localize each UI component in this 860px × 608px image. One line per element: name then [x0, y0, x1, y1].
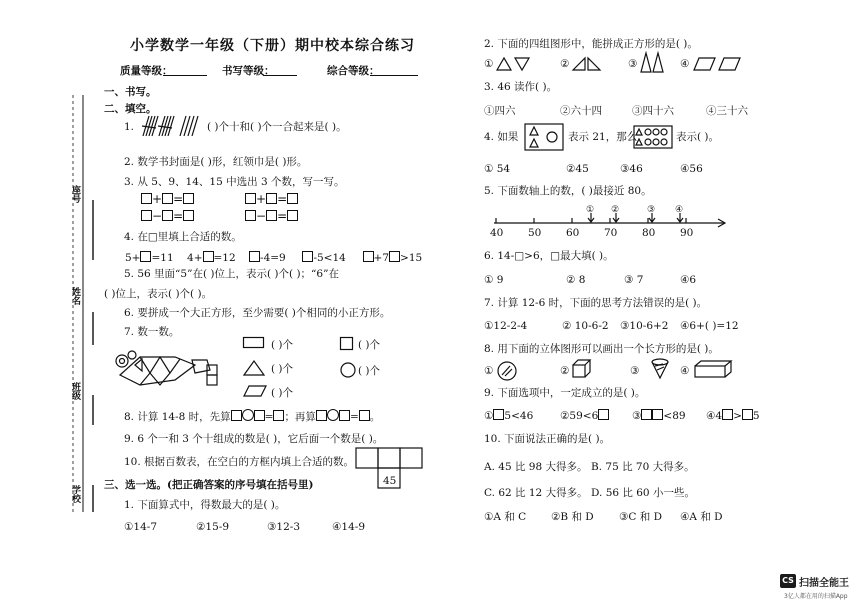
- c8-cube-icon: [572, 359, 592, 379]
- c3-option-1[interactable]: ①四六: [484, 105, 516, 117]
- q4-text: 4. 在□里填上合适的数。: [124, 231, 242, 243]
- triangle-count: ( )个: [271, 363, 294, 375]
- c7-option-4[interactable]: ④6+( )=12: [680, 320, 739, 332]
- class-label: 班级: [70, 382, 80, 400]
- c8-option-2[interactable]: ②: [560, 365, 570, 377]
- hundred-chart-given-number: 45: [383, 475, 397, 487]
- c7-option-2[interactable]: ② 10-6-2: [562, 320, 609, 332]
- c4-box-query-icon: [633, 125, 673, 149]
- section-1-heading: 一、书写。: [104, 86, 157, 98]
- section-2-heading: 二、填空。: [104, 103, 157, 115]
- c1-option-1[interactable]: ①14-7: [124, 521, 158, 533]
- circle-count: ( )个: [358, 365, 381, 377]
- c5-mark-1: ①: [586, 205, 595, 215]
- c6-option-2[interactable]: ② 8: [566, 274, 586, 286]
- page-title: 小学数学一年级（下册）期中校本综合练习: [130, 38, 415, 54]
- c10-statement-c: C. 62 比 12 大得多。: [484, 487, 588, 499]
- binding-margin: [0, 0, 120, 608]
- overall-grade-blank[interactable]: [370, 66, 418, 76]
- c3-text: 3. 46 读作( )。: [484, 81, 558, 93]
- c8-cuboid-icon: [694, 360, 734, 378]
- q3-equation-1: + =: [141, 192, 194, 206]
- rectangle-icon: [243, 337, 265, 349]
- c10-statement-b: B. 75 比 70 大得多。: [591, 461, 695, 473]
- c4-option-4[interactable]: ④56: [680, 163, 703, 175]
- c9-option-2[interactable]: ②59<6: [560, 409, 609, 422]
- c8-option-3[interactable]: ③: [630, 365, 640, 377]
- q3-equation-3: − =: [141, 209, 194, 223]
- q3-equation-4: − =: [245, 209, 298, 223]
- q1-number: 1.: [124, 121, 135, 133]
- c4-box-21-icon: [524, 123, 564, 151]
- c1-option-2[interactable]: ②15-9: [196, 521, 230, 533]
- c8-option-4[interactable]: ④: [680, 365, 690, 377]
- c5-tick-50: 50: [528, 227, 542, 239]
- c9-option-4[interactable]: ④4 > 5: [706, 410, 760, 422]
- c1-text: 1. 下面算式中，得数最大的是( )。: [124, 499, 286, 511]
- c5-tick-90: 90: [680, 227, 694, 239]
- c2-option-3[interactable]: ③: [628, 58, 638, 70]
- q7-text: 7. 数一数。: [124, 326, 180, 338]
- watermark-tagline: 3亿人都在用的扫描App: [784, 593, 848, 600]
- bundles-of-sticks-icon: [140, 114, 202, 138]
- c8-option-1[interactable]: ①: [484, 365, 494, 377]
- c6-text: 6. 14-□>6，□最大填( )。: [484, 250, 614, 262]
- seat-number-label: 座号: [70, 185, 80, 203]
- c7-option-1[interactable]: ①12-2-4: [484, 320, 528, 332]
- watermark-name: 扫描全能王: [799, 578, 849, 589]
- quality-grade-blank[interactable]: [163, 66, 207, 76]
- c10-statement-d: D. 56 比 60 小一些。: [591, 487, 695, 499]
- c5-tick-80: 80: [642, 227, 656, 239]
- c4-option-3[interactable]: ③46: [620, 163, 643, 175]
- c9-option-1[interactable]: ① 5<46: [484, 410, 534, 422]
- c2-option-4[interactable]: ④: [680, 58, 690, 70]
- c5-text: 5. 下面数轴上的数，( )最接近 80。: [484, 185, 652, 197]
- section-3-heading: 三、选一选。(把正确答案的序号填在括号里): [104, 479, 314, 491]
- c5-tick-60: 60: [566, 227, 580, 239]
- student-name-label: 姓名: [70, 287, 80, 305]
- c2-option-4-shapes: [693, 57, 743, 71]
- rectangle-count: ( )个: [271, 339, 294, 351]
- q5-line-2: ( )位上，表示( )个( )。: [104, 288, 213, 300]
- c2-option-2-shapes: [572, 57, 604, 71]
- c10-statement-a: A. 45 比 98 大得多。: [484, 461, 588, 473]
- parallelogram-icon: [243, 385, 267, 397]
- c4-suffix: 表示( )。: [676, 131, 720, 143]
- c8-cylinder-top-icon: [496, 360, 518, 382]
- c6-option-3[interactable]: ③ 7: [624, 274, 644, 286]
- c10-option-2[interactable]: ②B 和 D: [551, 511, 594, 523]
- c5-mark-3: ③: [647, 205, 656, 215]
- c9-option-3[interactable]: ③ <89: [632, 410, 686, 422]
- c4-middle: 表示 21，那么: [568, 131, 638, 143]
- q8-text: 8. 计算 14-8 时，先算 = ；再算 = 。: [124, 411, 381, 423]
- camscanner-logo: CS: [780, 574, 796, 588]
- c2-option-2[interactable]: ②: [560, 58, 570, 70]
- c5-mark-4: ④: [675, 205, 684, 215]
- c10-text: 10. 下面说法正确的是( )。: [484, 433, 611, 445]
- writing-grade-label: 书写等级：: [222, 65, 275, 77]
- c2-option-1[interactable]: ①: [484, 58, 494, 70]
- c4-option-2[interactable]: ②45: [566, 163, 589, 175]
- c5-tick-70: 70: [604, 227, 618, 239]
- q10-text: 10. 根据百数表，在空白的方框内填上合适的数。: [124, 456, 355, 468]
- parallelogram-count: ( )个: [271, 387, 294, 399]
- school-label: 学校: [70, 485, 80, 503]
- c8-text: 8. 用下面的立体图形可以画出一个长方形的是( )。: [484, 343, 719, 355]
- q3-equation-2: + =: [245, 192, 298, 206]
- c10-option-1[interactable]: ①A 和 C: [484, 511, 527, 523]
- q6-text: 6. 要拼成一个大正方形，至少需要( )个相同的小正方形。: [124, 307, 391, 319]
- shape-fish-figure: [110, 345, 225, 395]
- q4-items: 5+ =11 4+ =12 -4=9 -5<14 +7 >15: [125, 252, 423, 264]
- c1-option-4[interactable]: ④14-9: [332, 521, 366, 533]
- c3-option-3[interactable]: ③四十六: [632, 105, 674, 117]
- square-count: ( )个: [358, 339, 381, 351]
- c5-mark-2: ②: [611, 205, 620, 215]
- q9-text: 9. 6 个一和 3 个十组成的数是( )，它后面一个数是( )。: [124, 433, 384, 445]
- c2-text: 2. 下面的四组图形中，能拼成正方形的是( )。: [484, 38, 698, 50]
- c10-option-3[interactable]: ③C 和 D: [619, 511, 663, 523]
- quality-grade-label: 质量等级：: [120, 65, 173, 77]
- c3-option-4[interactable]: ④三十六: [706, 105, 748, 117]
- q3-text: 3. 从 5、9、14、15 中选出 3 个数，写一写。: [124, 176, 345, 188]
- c2-option-3-shapes: [640, 52, 666, 74]
- c9-text: 9. 下面选项中，一定成立的是( )。: [484, 387, 646, 399]
- c4-option-1[interactable]: ① 54: [484, 163, 511, 175]
- c6-option-1[interactable]: ① 9: [484, 274, 504, 286]
- writing-grade-blank[interactable]: [263, 66, 297, 76]
- overall-grade-label: 综合等级：: [327, 65, 380, 77]
- c7-text: 7. 计算 12-6 时，下面的思考方法错误的是( )。: [484, 297, 708, 309]
- circle-icon: [340, 362, 356, 378]
- triangle-icon: [243, 360, 265, 376]
- c1-option-3[interactable]: ③12-3: [267, 521, 301, 533]
- q1-text: ( )个十和( )个一合起来是( )。: [207, 121, 347, 133]
- c7-option-3[interactable]: ③10-6+2: [620, 320, 669, 332]
- c6-option-4[interactable]: ④6: [680, 274, 697, 286]
- c3-option-2[interactable]: ②六十四: [560, 105, 602, 117]
- c10-option-4[interactable]: ④A 和 D: [680, 511, 723, 523]
- square-icon: [340, 337, 354, 351]
- c5-tick-40: 40: [490, 227, 504, 239]
- c4-prefix: 4. 如果: [484, 131, 519, 143]
- c8-cone-icon: [650, 358, 670, 380]
- q5-line-1: 5. 56 里面“5”在( )位上，表示( )个( )；“6”在: [124, 268, 339, 280]
- q2-text: 2. 数学书封面是( )形，红领巾是( )形。: [124, 156, 308, 168]
- c2-option-1-shapes: [496, 57, 532, 71]
